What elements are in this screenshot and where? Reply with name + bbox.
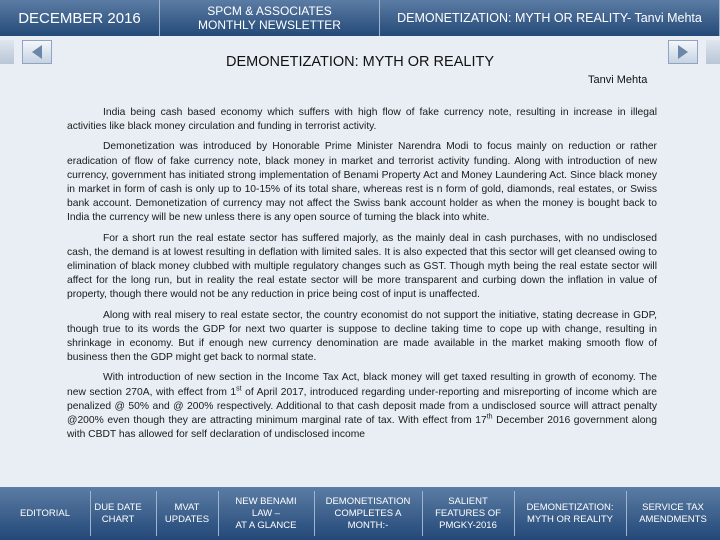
- footer-pmgky-button[interactable]: SALIENT FEATURES OF PMGKY-2016: [435, 495, 501, 531]
- article-author: Tanvi Mehta: [588, 74, 648, 86]
- paragraph-part: of April 2017, introduced regarding under-reporting and misreporting of income which are penalized @ 50% and @ 200% respectively. Additional to that cash deposit made from a undisclosed source will attract penalty @200% even though they are attracting minimum marginal rate of tax. With effect from 17: [67, 386, 657, 427]
- footer-editorial-button[interactable]: EDITORIAL: [20, 507, 70, 519]
- footer-service-tax-button[interactable]: SERVICE TAX AMENDMENTS: [639, 501, 707, 525]
- paragraph-part: December 2016 government along with CBDT has allowed for self declaration of undisclosed income: [67, 415, 657, 441]
- paragraph: [67, 371, 657, 442]
- paragraph: India being cash based economy which suffers with high flow of fake currency note, resulting in increase in illegal activities like black money circulation and funding in terrorist activity.: [67, 107, 657, 133]
- paragraph: Along with real misery to real estate sector, the country economist do not support the initiative, stating decrease in GDP, though true to its words the GDP for next two quarter is suppose to decline taking time to cope up with change, resulting in shrinkage in economy. But if enough new currency denomination are made available in the market making smooth flow of business then the GDP might get back to normal state.: [67, 309, 657, 364]
- ordinal-suffix: st: [236, 385, 242, 393]
- article-body: [67, 106, 657, 448]
- article-tab[interactable]: [380, 0, 720, 36]
- footer-benami-law-button[interactable]: NEW BENAMI LAW – AT A GLANCE: [235, 495, 297, 531]
- newsletter-title-line1: SPCM & ASSOCIATES: [207, 4, 332, 18]
- footer-demonetisation-month-button[interactable]: DEMONETISATION COMPLETES A MONTH:-: [325, 495, 411, 531]
- article-tab-label: DEMONETIZATION: MYTH OR REALITY- Tanvi Mehta: [397, 11, 702, 25]
- footer-mvat-updates-button[interactable]: MVAT UPDATES: [164, 501, 210, 525]
- footer-due-date-chart-button[interactable]: DUE DATE CHART: [94, 501, 142, 525]
- newsletter-title-line2: MONTHLY NEWSLETTER: [198, 18, 341, 32]
- newsletter-tab[interactable]: [160, 0, 380, 36]
- ordinal-suffix: th: [486, 413, 493, 421]
- paragraph: Demonetization was introduced by Honorable Prime Minister Narendra Modi to focus mainly on reduction or rather eradication of flow of fake currency note, black money in market and terrorist activity funding. Along with introduction of new currency, government has initiated strong implementation of Benami Property Act and Money Laundering Act. Since black money in market in form of cash is only up to 10-15% of its total share, whereas rest is n form of gold, diamonds, real estates, or Swiss bank account. Demonetization of currency may not affect the Swiss bank account holder as when the money is bought back to India the currency will be new unless there is any open source of turning the black into white.: [67, 141, 657, 224]
- month-label: DECEMBER 2016: [18, 9, 141, 27]
- footer-nav: [0, 487, 720, 540]
- article-title: DEMONETIZATION: MYTH OR REALITY: [226, 54, 494, 70]
- paragraph: For a short run the real estate sector has suffered majorly, as the mainly deal in cash purchases, with no undisclosed cash, the demand is at lowest resulting in deflation with limited sales. It is also expected that this sector will get cleansed owing to elimination of black money clubbed with multiple regulatory changes such as GST. Though myth being the real estate sector will affect for the long run, but in reality the real estate sector will be more transparent and curbing down the inflation in value of property, though there would not be any reduction in price being cost of input is unaffected.: [67, 232, 657, 301]
- footer-myth-or-reality-button[interactable]: DEMONETIZATION: MYTH OR REALITY: [526, 501, 614, 525]
- month-tab[interactable]: [0, 0, 160, 36]
- paragraph-part: With introduction of new section in the Income Tax Act, black money will get taxed resulting in growth of economy. The new section 270A, with effect from 1: [67, 372, 657, 398]
